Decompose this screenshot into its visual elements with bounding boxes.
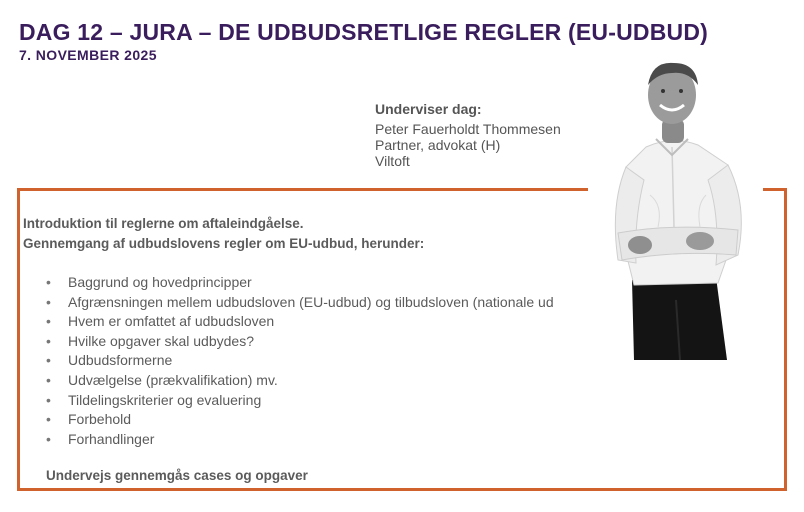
topic-list: [46, 273, 554, 449]
list-item: • Forbehold: [46, 410, 554, 430]
teacher-name: Peter Fauerholdt Thommesen: [375, 121, 561, 137]
list-item: • Afgrænsningen mellem udbudsloven (EU-udbud) og tilbudsloven (nationale ud: [46, 293, 554, 313]
teacher-portrait-image: [588, 55, 763, 360]
list-item: • Baggrund og hovedprincipper: [46, 273, 554, 293]
intro-text: [23, 214, 424, 254]
teacher-label: Underviser dag:: [375, 101, 482, 117]
intro-line: Introduktion til reglerne om aftaleindgåelse.: [23, 216, 304, 231]
teacher-info: [375, 101, 561, 169]
list-item: • Udvælgelse (prækvalifikation) mv.: [46, 371, 554, 391]
intro-line: Gennemgang af udbudslovens regler om EU-udbud, herunder:: [23, 236, 425, 251]
list-item: • Tildelingskriterier og evaluering: [46, 391, 554, 411]
page-date: 7. NOVEMBER 2025: [19, 47, 157, 63]
list-item: • Forhandlinger: [46, 430, 554, 450]
list-item: • Hvilke opgaver skal udbydes?: [46, 332, 554, 352]
list-item: • Hvem er omfattet af udbudsloven: [46, 312, 554, 332]
footer-note: Undervejs gennemgås cases og opgaver: [46, 468, 308, 483]
teacher-role: Partner, advokat (H): [375, 137, 501, 153]
teacher-company: Viltoft: [375, 153, 410, 169]
teacher-photo: [588, 55, 763, 360]
page-title: DAG 12 – JURA – DE UDBUDSRETLIGE REGLER (EU-UDBUD): [19, 19, 708, 45]
list-item: • Udbudsformerne: [46, 351, 554, 371]
